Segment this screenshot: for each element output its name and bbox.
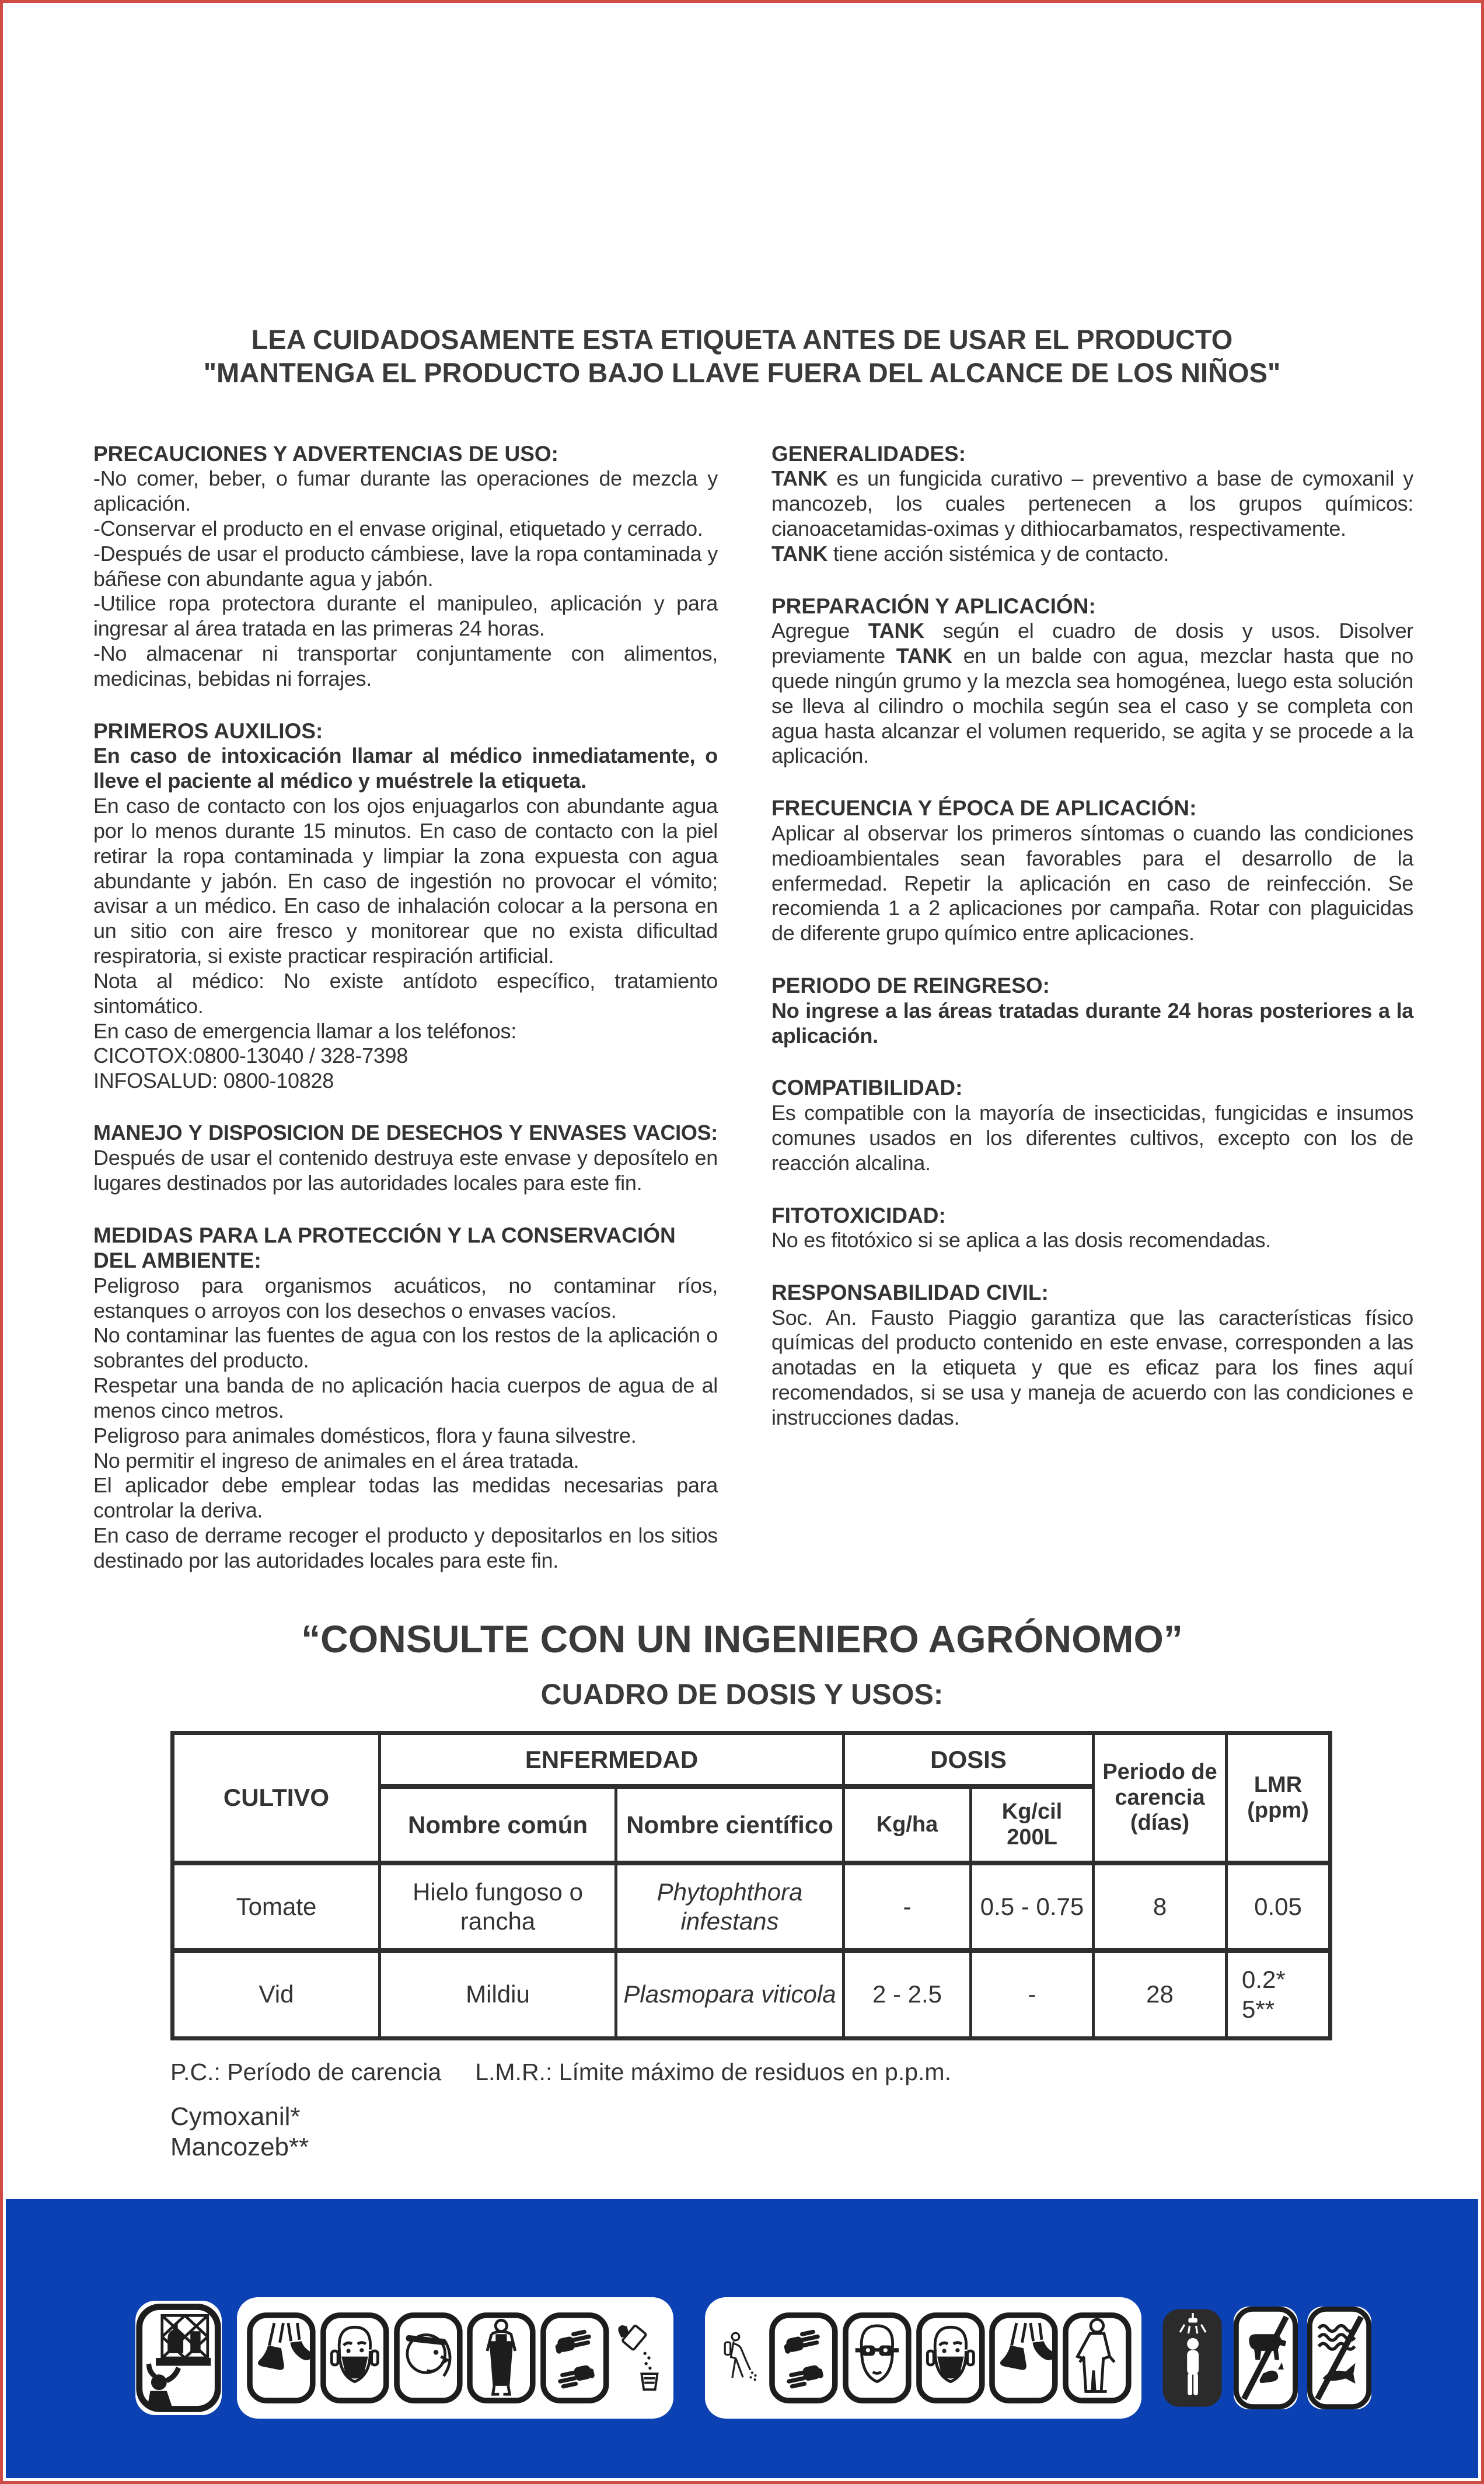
paragraph-bold: En caso de intoxicación llamar al médico inmediatamente, o lleve el paciente al médico y muéstrele la etiqueta. — [93, 744, 718, 793]
col-header-kg-cil: Kg/cil 200L — [971, 1787, 1094, 1863]
ppe-group-mixing — [237, 2297, 673, 2419]
section-precauciones — [93, 441, 718, 692]
table-row-tomate — [173, 1863, 1331, 1951]
col-header-dosis: DOSIS — [844, 1733, 1094, 1787]
section-preparacion — [771, 594, 1413, 769]
paragraph: Respetar una banda de no aplicación hacia cuerpos de agua de al menos cinco metros. — [93, 1373, 718, 1422]
gloves-icon — [769, 2307, 839, 2409]
paragraph: Es compatible con la mayoría de insecticidas, fungicidas e insumos comunes usados en los diferentes cultivos, excepto con los de reacción alcalina. — [771, 1101, 1413, 1175]
table-row-vid — [173, 1951, 1331, 2038]
warning-line-2: "MANTENGA EL PRODUCTO BAJO LLAVE FUERA DEL ALCANCE DE LOS NIÑOS" — [203, 357, 1281, 389]
section-heading: PREPARACIÓN Y APLICACIÓN: — [771, 594, 1096, 618]
section-heading: PRECAUCIONES Y ADVERTENCIAS DE USO: — [93, 441, 558, 466]
goggles-icon — [842, 2307, 912, 2409]
cell-cultivo: Tomate — [173, 1863, 380, 1951]
section-heading: PRIMEROS AUXILIOS: — [93, 718, 323, 743]
keep-away-from-children-icon — [135, 2301, 222, 2415]
cell-nombre-cientifico: Phytophthora infestans — [616, 1863, 844, 1951]
consult-agronomist-heading: “CONSULTE CON UN INGENIERO AGRÓNOMO” — [301, 1617, 1183, 1660]
section-responsabilidad — [771, 1280, 1413, 1431]
paragraph: En caso de contacto con los ojos enjuagarlos con abundante agua por lo menos durante 15 minutos. En caso de contacto con la piel retirar la ropa contaminada y limpiar la zona expuesta con agua abundante y jabón. En caso de ingestión no provocar el vómito; avisar a un médico. En caso de inhalación colocar a la persona en un sitio con aire fresco y monitorear que no exista dificultad respiratoria, si existe practicar respiración artificial. — [93, 794, 718, 968]
paragraph: Soc. An. Fausto Piaggio garantiza que las características físico químicas del producto contenido en este envase, corresponden a las anotadas en la etiqueta y que es eficaz para los fines aquí recomendados, si se usa y maneja de acuerdo con las condiciones e instrucciones dadas. — [771, 1305, 1413, 1429]
col-header-cultivo: CULTIVO — [173, 1733, 380, 1863]
lmr-line-2: 5** — [1242, 1995, 1275, 2023]
col-header-nombre-cientifico: Nombre científico — [616, 1787, 844, 1863]
cell-lmr: 0.05 — [1227, 1863, 1331, 1951]
gloves-icon — [540, 2307, 610, 2409]
paragraph: Peligroso para organismos acuáticos, no contaminar ríos, estanques o arroyos con los desechos o envases vacíos. — [93, 1273, 718, 1323]
face-mask-icon — [320, 2307, 390, 2409]
cell-nombre-cientifico: Plasmopara viticola — [616, 1951, 844, 2038]
lmr-line-1: 0.2* — [1242, 1966, 1286, 1994]
pictogram-row — [135, 2297, 1371, 2419]
cell-nombre-comun: Mildiu — [380, 1951, 616, 2038]
inline-text: tiene acción sistémica y de contacto. — [827, 541, 1169, 566]
paragraph: Aplicar al observar los primeros síntomas o cuando las condiciones medioambientales sean favorables para el desarrollo de la enfermedad. Repetir la aplicación en caso de reinfección. Se recomienda 1 a 2 aplicaciones por campaña. Rotar con plaguicidas de diferente grupo químico entre aplicaciones. — [771, 821, 1413, 946]
brand-name: TANK — [771, 466, 828, 491]
cell-lmr — [1227, 1951, 1331, 2038]
section-fitotoxicidad — [771, 1203, 1413, 1253]
section-frecuencia — [771, 796, 1413, 946]
left-column — [93, 441, 718, 1574]
no-water-contamination-icon — [1307, 2307, 1371, 2409]
col-header-periodo: Periodo de carencia (días) — [1094, 1733, 1227, 1863]
right-column — [771, 441, 1413, 1574]
lmr-note: L.M.R.: Límite máximo de residuos en p.p.m. — [475, 2058, 951, 2085]
paragraph — [771, 542, 1413, 567]
warning-line-1: LEA CUIDADOSAMENTE ESTA ETIQUETA ANTES DE USAR EL PRODUCTO — [251, 324, 1233, 355]
paragraph-bold: No ingrese a las áreas tratadas durante 24 horas posteriores a la aplicación. — [771, 998, 1413, 1048]
paragraph: No es fitotóxico si se aplica a las dosis recomendadas. — [771, 1228, 1271, 1253]
text-columns — [93, 441, 1481, 1574]
boots-icon — [989, 2307, 1059, 2409]
backpack-sprayer-icon — [714, 2311, 765, 2405]
section-manejo-desechos — [93, 1121, 718, 1195]
section-heading: FRECUENCIA Y ÉPOCA DE APLICACIÓN: — [771, 796, 1197, 821]
cell-cultivo: Vid — [173, 1951, 380, 2038]
bottom-blue-band — [6, 2199, 1478, 2478]
dose-uses-table — [170, 1731, 1332, 2040]
paragraph: -No almacenar ni transportar conjuntamente con alimentos, medicinas, bebidas ni forrajes. — [93, 641, 718, 690]
section-heading: COMPATIBILIDAD: — [771, 1076, 963, 1100]
cell-kg-ha: - — [844, 1863, 971, 1951]
cell-nombre-comun: Hielo fungoso o rancha — [380, 1863, 616, 1951]
paragraph: -Conservar el producto en el envase original, etiquetado y cerrado. — [93, 516, 703, 540]
cell-kg-cil: 0.5 - 0.75 — [971, 1863, 1094, 1951]
cell-periodo: 28 — [1094, 1951, 1227, 2038]
header-warning — [3, 323, 1481, 390]
shower-after-work-icon — [1160, 2307, 1224, 2409]
emergency-phone-cicotox: CICOTOX:0800-13040 / 328-7398 — [93, 1044, 408, 1068]
paragraph: -No comer, beber, o fumar durante las operaciones de mezcla y aplicación. — [93, 466, 718, 516]
section-generalidades — [771, 441, 1413, 567]
pc-note: P.C.: Período de carencia — [170, 2058, 442, 2085]
section-heading: RESPONSABILIDAD CIVIL: — [771, 1280, 1049, 1304]
brand-name: TANK — [771, 541, 828, 566]
cell-periodo: 8 — [1094, 1863, 1227, 1951]
paragraph: El aplicador debe emplear todas las medidas necesarias para controlar la deriva. — [93, 1473, 718, 1523]
inline-text: es un fungicida curativo – preventivo a base de cymoxanil y mancozeb, los cuales pertenecen a los grupos químicos: cianoacetamidas-oximas y dithiocarbamatos, respectivamente. — [771, 466, 1413, 540]
cell-kg-cil: - — [971, 1951, 1094, 2038]
inline-text: Después de usar el contenido destruya este envase y deposítelo en lugares destinados por las autoridades locales para este fin. — [93, 1145, 718, 1195]
paragraph — [93, 1121, 718, 1195]
paragraph — [771, 619, 1413, 769]
brand-name: TANK — [868, 619, 924, 643]
section-heading: PERIODO DE REINGRESO: — [771, 974, 1050, 998]
col-header-enfermedad: ENFERMEDAD — [380, 1733, 844, 1787]
protective-suit-icon — [1062, 2307, 1132, 2409]
paragraph: Peligroso para animales domésticos, flora y fauna silvestre. — [93, 1423, 637, 1447]
paragraph: -Utilice ropa protectora durante el manipuleo, aplicación y para ingresar al área tratada en las primeras 24 horas. — [93, 591, 718, 641]
ppe-group-application — [705, 2297, 1141, 2419]
dose-table-title: CUADRO DE DOSIS Y USOS: — [540, 1677, 944, 1711]
inline-text: según el cuadro de dosis y usos. Disolver previamente — [771, 619, 1413, 668]
section-periodo-reingreso — [771, 973, 1413, 1048]
section-heading: GENERALIDADES: — [771, 441, 966, 466]
col-header-nombre-comun: Nombre común — [380, 1787, 616, 1863]
col-header-kg-ha: Kg/ha — [844, 1787, 971, 1863]
paragraph: No contaminar las fuentes de agua con los restos de la aplicación o sobrantes del producto. — [93, 1323, 718, 1373]
paragraph: -Después de usar el producto cámbiese, lave la ropa contaminada y báñese con abundante agua y jabón. — [93, 541, 718, 591]
face-shield-icon — [393, 2307, 463, 2409]
brand-name: TANK — [896, 644, 952, 668]
boots-icon — [246, 2307, 316, 2409]
paragraph: En caso de emergencia llamar a los teléfonos: — [93, 1018, 516, 1043]
paragraph: No permitir el ingreso de animales en el área tratada. — [93, 1448, 579, 1473]
paragraph: En caso de derrame recoger el producto y depositarlos en los sitios destinado por las autoridades locales para este fin. — [93, 1523, 718, 1572]
section-compatibilidad — [771, 1075, 1413, 1175]
paragraph: Nota al médico: No existe antídoto específico, tratamiento sintomático. — [93, 968, 718, 1018]
table-footnotes — [170, 2058, 1481, 2087]
inline-text: en un balde con agua, mezclar hasta que no quede ningún grumo y la mezcla sea homogénea, luego esta solución se lleva al cilindro o mochila según sea el caso y se completa con agua hasta alcanzar el volumen requerido, se agita y se procede a la aplicación. — [771, 644, 1413, 768]
col-header-lmr: LMR (ppm) — [1227, 1733, 1331, 1863]
cymoxanil-note: Cymoxanil* — [170, 2102, 301, 2131]
section-medidas-ambiente — [93, 1223, 718, 1574]
apron-icon — [466, 2307, 536, 2409]
no-domestic-animals-icon — [1234, 2307, 1298, 2409]
active-ingredient-notes — [170, 2102, 1481, 2162]
section-primeros-auxilios — [93, 718, 718, 1094]
cell-kg-ha: 2 - 2.5 — [844, 1951, 971, 2038]
section-heading: MEDIDAS PARA LA PROTECCIÓN Y LA CONSERVACIÓN DEL AMBIENTE: — [93, 1223, 676, 1273]
inline-heading: MANEJO Y DISPOSICION DE DESECHOS Y ENVASES VACIOS: — [93, 1121, 718, 1145]
paragraph — [771, 466, 1413, 541]
emergency-phone-infosalud: INFOSALUD: 0800-10828 — [93, 1069, 334, 1093]
pouring-liquid-icon — [613, 2311, 664, 2405]
mancozeb-note: Mancozeb** — [170, 2133, 309, 2162]
face-mask-icon — [916, 2307, 986, 2409]
inline-text: Agregue — [771, 619, 868, 643]
section-heading: FITOTOXICIDAD: — [771, 1203, 946, 1227]
